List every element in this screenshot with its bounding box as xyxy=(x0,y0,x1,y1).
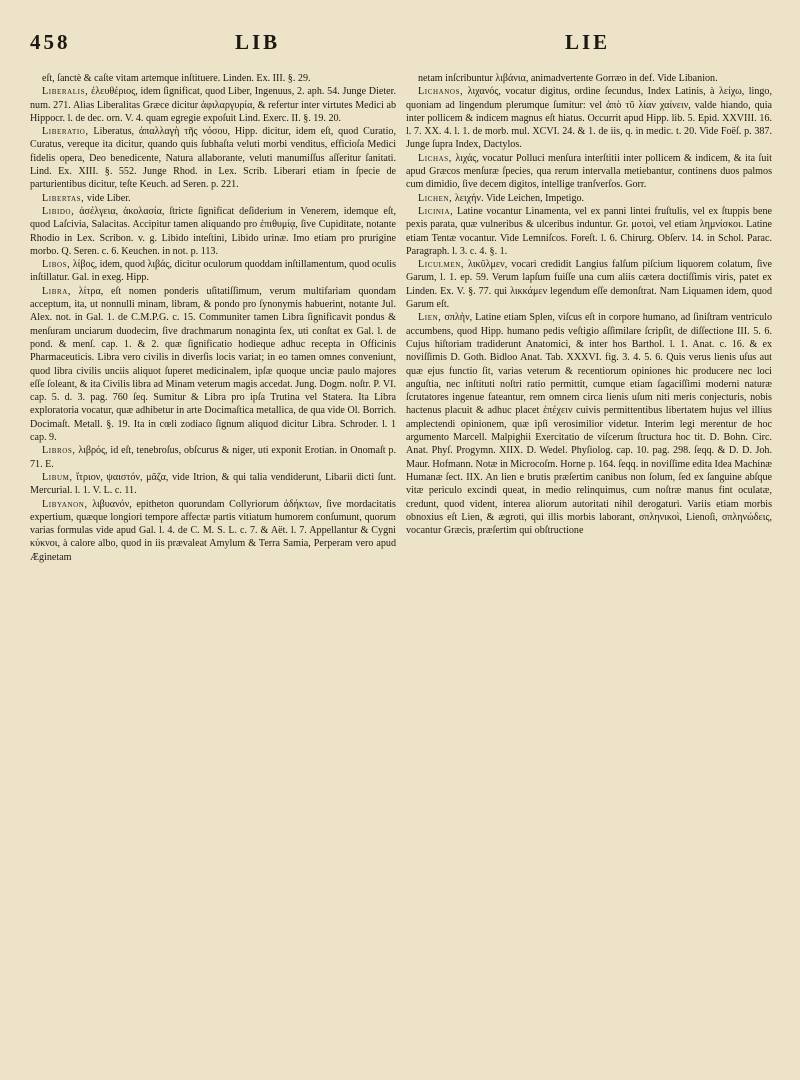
entry-text: ἀσέλγεια, ἀκολασία, ſtricte ſignificat deſiderium in Venerem, idemque eſt, quod Laſcivia, Salacitas. Accipitur tamen aliquando pro ἐπιθυμίᾳ, ſive Cupiditate, notante Rhodio in Lex. Scribon. v. g. Libido inteſtini, Libido urinæ. Imo etiam pro prurigine morbo. Q. Seren. c. 6. Keuchen. in not. p. 113. xyxy=(30,205,396,257)
entry-text: λικῦλμεν, vocari credidit Langius falſum piſcium liquorem colatum, ſive Garum, l. 1. ep. 59. Verum lapſum fuiſſe una cum aliis cætera doctiſſimis viris, patet ex Linden. Ex. V. §. 77. qui λικκάμεν legendum eſſe demonſtrat. Nam Liquamen idem, quod Garum eſt. xyxy=(406,259,772,311)
entry-licinia xyxy=(406,205,772,258)
entry-libertas xyxy=(30,192,396,205)
entry-text: λιχάς, vocatur Pollucі menſura interſtitii inter pollicem & indicem, & ita ſuit apud Græcos menſuræ ſpecies, qua rerum intervalla metiebantur, continens duos palmos cum dimidio, ſive decem digitos, intellige tranſverſos. Gorr. xyxy=(406,152,772,191)
entry-continuation xyxy=(30,72,396,85)
entry-liculmen xyxy=(406,258,772,311)
entry-lemma: Liculmen, xyxy=(418,259,464,271)
entry-lemma: Libyanon, xyxy=(42,498,88,510)
right-column xyxy=(406,72,772,564)
entry-lemma: Libum, xyxy=(42,471,73,483)
entry-libido xyxy=(30,205,396,258)
entry-lichas xyxy=(406,152,772,192)
entry-text: λίτρα, eſt nomen ponderis uſitatiſſimum, verum multifariam quondam acceptum, ita, ut nonnulli minam, libram, & pondo pro ſynonymis habuerint, notante Jul. Alex. not. in Gal. 1. de C.M.P.G. c. 15. Communiter tamen Libra ſignificavit pondus & menſuram unciarum duodecim, ſive drachmarum nonaginta ſex, uti conſtat ex Gal. l. de pond. & menſ. cap. 1. & 2. quæ ſignificatio hodieque adhuc recepta in Officinis Pharmaceuticis. Libra vero civilis in diverſis locis variat; in eo tamen omnes conveniunt, quod libra civilis unciis aliquot ſuperet medicinalem, ipſæ quoque unciæ paulo majores eſſe ſoleant, & ita Civilis libra ad Minam veterum magis accedat. Jung. Dogm. noſtr. P. VI. cap. 5. d. 3. pag. 760 ſeq. Sumitur & Libra pro ipſa Trutina vel Statera. Ita Libra exploratoria vocatur, quæ adhibetur in arte Docimaſtica metallica, de qua vide Ol. Borrich. Docimaſt. Metall. §. 19. Ita in cœli zodiaco ſignum aliquod dicitur Libra. Schroder. l. 1 cap. 9. xyxy=(30,285,396,444)
right-column-catchword: LIE xyxy=(565,30,611,54)
entry-lemma: Liberatio, xyxy=(42,126,89,138)
entry-lemma: Libros, xyxy=(42,445,76,457)
entry-libra xyxy=(30,285,396,445)
entry-lemma: Lichas, xyxy=(418,152,452,164)
running-head xyxy=(30,30,772,60)
entry-text: λιβρός, id eſt, tenebroſus, obſcurus & niger, uti exponit Erotian. in Onomaſt p. 71. E. xyxy=(30,445,397,470)
entry-liberatio xyxy=(30,125,396,191)
entry-lemma: Libos, xyxy=(42,259,71,271)
entry-text: λιχανός, vocatur digitus, ordine ſecundus, Index Latinis, à λείχω, lingo, quoniam ad lingendum plerumque ſumitur: vel ἀπὸ τῦ λίαν χαίνειν, valde hiando, quia inter pollicem & indicem magnus eſt hiatus. Occurrit apud Hipp. lib. 5. Epid. XXVIII. 16. l. 7. XX. 4. l. 1. de morb. mul. XCVI. 24. & 1. de iis, q. in medic. t. 20. Vide Foëſ. p. 387. Junge ſupra Index, Dactylos. xyxy=(406,86,772,151)
page-number: 458 xyxy=(30,30,71,54)
entry-text: ἐλευθέριος, idem ſignificat, quod Liber, Ingenuus, 2. aph. 54. Junge Dieter. num. 271. Alias Liberalitas Græce dicitur ἀφιλαργυρία, & refertur inter virtutes Medici ab Hippocr. l. de dec. orn. V. 4. quam egregie expoſuit Lind. Exerc. II. §. 19. 20. xyxy=(30,86,396,124)
entry-text: ἴτριον, ψαιστόν, μᾶζα, vide Itrion, & qui talia vendiderunt, Libarii dicti ſunt. Mercurial. l. 1. V. L. c. 11. xyxy=(30,471,396,497)
entry-libum xyxy=(30,471,396,498)
entry-text: vide Liber. xyxy=(86,192,131,204)
entry-text: σπλὴν, Latine etiam Splen, viſcus eſt in corpore humano, ad ſiniſtram ventriculo accumbens, quod Hipp. humano pedis veſtigio aſſimilare ſcripſit, de diſſectione III. 5. 6. Cujus hiſtoriam tradiderunt Anatomici, & inter hos Barthol. l. 1. Anat. c. 16. & ex noviſſimis D. Goth. Bidloo Anat. Tab. XXXVI. fig. 3. 4. 5. 6. Quis verus lienis uſus aut quæ ejus functio ſit, varias veterum & recentiorum opiniones hic producere nec loci anguſtia, nec inſtituti noſtri ratio permittit, cumque etiam ſagaciſſimi moderni naturæ ſcrutatores ingenue fateantur, rem omnem circa lienis uſum niti meris conjecturis, nobis hactenus placuit & adhuc placet ἐπέχειν cuivis permittentibus libertatem hujus vel illius amplectendi opinionem, quæ ipſi verosimilior videtur. Interim legi merentur de hoc argumento Marcell. Malpighii Exercitatio de viſcerum ſtructura hoc tit. D. Bohn. Circ. Anat. Phyſ. Progymn. XIIX. D. Wedel. Phyſiolog. cap. 10. pag. 298. ſeqq. & D. D. Joh. Maur. Hofmann. Notæ in Microcoſm. Horne p. 164. ſeqq. in noviſſime edita Idea Machinæ Humanæ ſect. IIX. An lien e brutis præſertim canibus non ſolum, ſed ex ſanguine abſque vitæ periculo excindi queat, in medio relinquimus, cum noſtræ manus fint oculatæ, credunt, quod vident, interea aliorum autoritati nihil derogaturi. Variis etiam morbis obnoxius eſt Lien, & ægroti, qui illis morbis laborant, σπληνικοὶ, Lienoſi, σπληνώδεις, vocantur Græcis, præſertim qui obſtructione xyxy=(406,312,772,537)
entry-libyanon xyxy=(30,498,396,564)
entry-lichanos xyxy=(406,85,772,151)
entry-liberalis xyxy=(30,85,396,125)
entry-text: λειχήν. Vide Leichen, Impetigo. xyxy=(454,192,585,204)
left-column xyxy=(30,72,396,564)
entry-text: netam inſcribuntur λιβάνια, animadvertente Gorræo in def. Vide Libanion. xyxy=(418,73,718,84)
two-column-body xyxy=(30,72,772,564)
entry-lemma: Lien, xyxy=(418,312,442,324)
entry-lemma: Libra, xyxy=(42,285,72,297)
entry-text: λίβος, idem, quod λιβάς, dicitur oculorum quoddam inſtillamentum, quod oculis inſtillatur. Gal. in exeg. Hipp. xyxy=(30,259,396,284)
entry-lemma: Liberalis, xyxy=(42,86,89,98)
entry-text: Liberatus, ἀπαλλαγὴ τῆς νόσου, Hipp. dicitur, idem eſt, quod Curatio, Curatus, vereque ita dicitur, quando quis ſubhaſta veluti morbi venditus, efficioſa Medici fidelis opera, Deo benedicente, Natura allaborante, veluti manumiſſus aſſeritur ſanitati. Lind. Ex. XIII. §. 552. Junge Rhod. in Lex. Scrib. Liberari etiam in ſpecie de parturientibus dicitur, teſte Keuch. ad Seren. p. 221. xyxy=(30,126,396,191)
entry-continuation xyxy=(406,72,772,85)
entry-text: Latine vocantur Linamenta, vel ex panni linteі fruſtulis, vel ex ſtuppis bene pexis parata, quæ vulneribus & ulceribus induntur. Gr. μοτοὶ, vel etiam λημνίσκοι. Latine etiam Tentæ vocantur. Vide Lemniſcos. Foreſt. l. 6. Chirurg. Obſerv. 14. in Schol. Parac. Paragraph. l. 3. c. 4. §. 1. xyxy=(406,205,772,257)
entry-text: eſt, ſanctè & caſte vitam artemque inſtituere. Linden. Ex. III. §. 29. xyxy=(42,73,311,84)
entry-lemma: Lichen, xyxy=(418,192,453,204)
entry-lemma: Libido, xyxy=(42,205,75,217)
entry-lemma: Libertas, xyxy=(42,192,85,204)
entry-libros xyxy=(30,444,396,471)
entry-lichen xyxy=(406,192,772,205)
left-column-catchword: LIB xyxy=(235,30,281,54)
entry-lemma: Licinia, xyxy=(418,205,454,217)
entry-libos xyxy=(30,258,396,285)
entry-text: λιβυανόν, epitheton quorundam Collyriorum ἀδήκτων, ſive mordacitatis expertium, quæque longiori tempore affectæ partis vitiatum humorem conſumunt, quorum varias formulas vide apud Gal. l. 4. de C. M. S. L. c. 7. & Aët. l. 7. Appellantur & Cygni κύκνοι, à calore albo, quod in iis prævaleat Amylum & Terra Samia, Perperam vero apud Æginetam xyxy=(30,498,396,563)
entry-lien xyxy=(406,311,772,537)
entry-lemma: Lichanos, xyxy=(418,86,464,98)
